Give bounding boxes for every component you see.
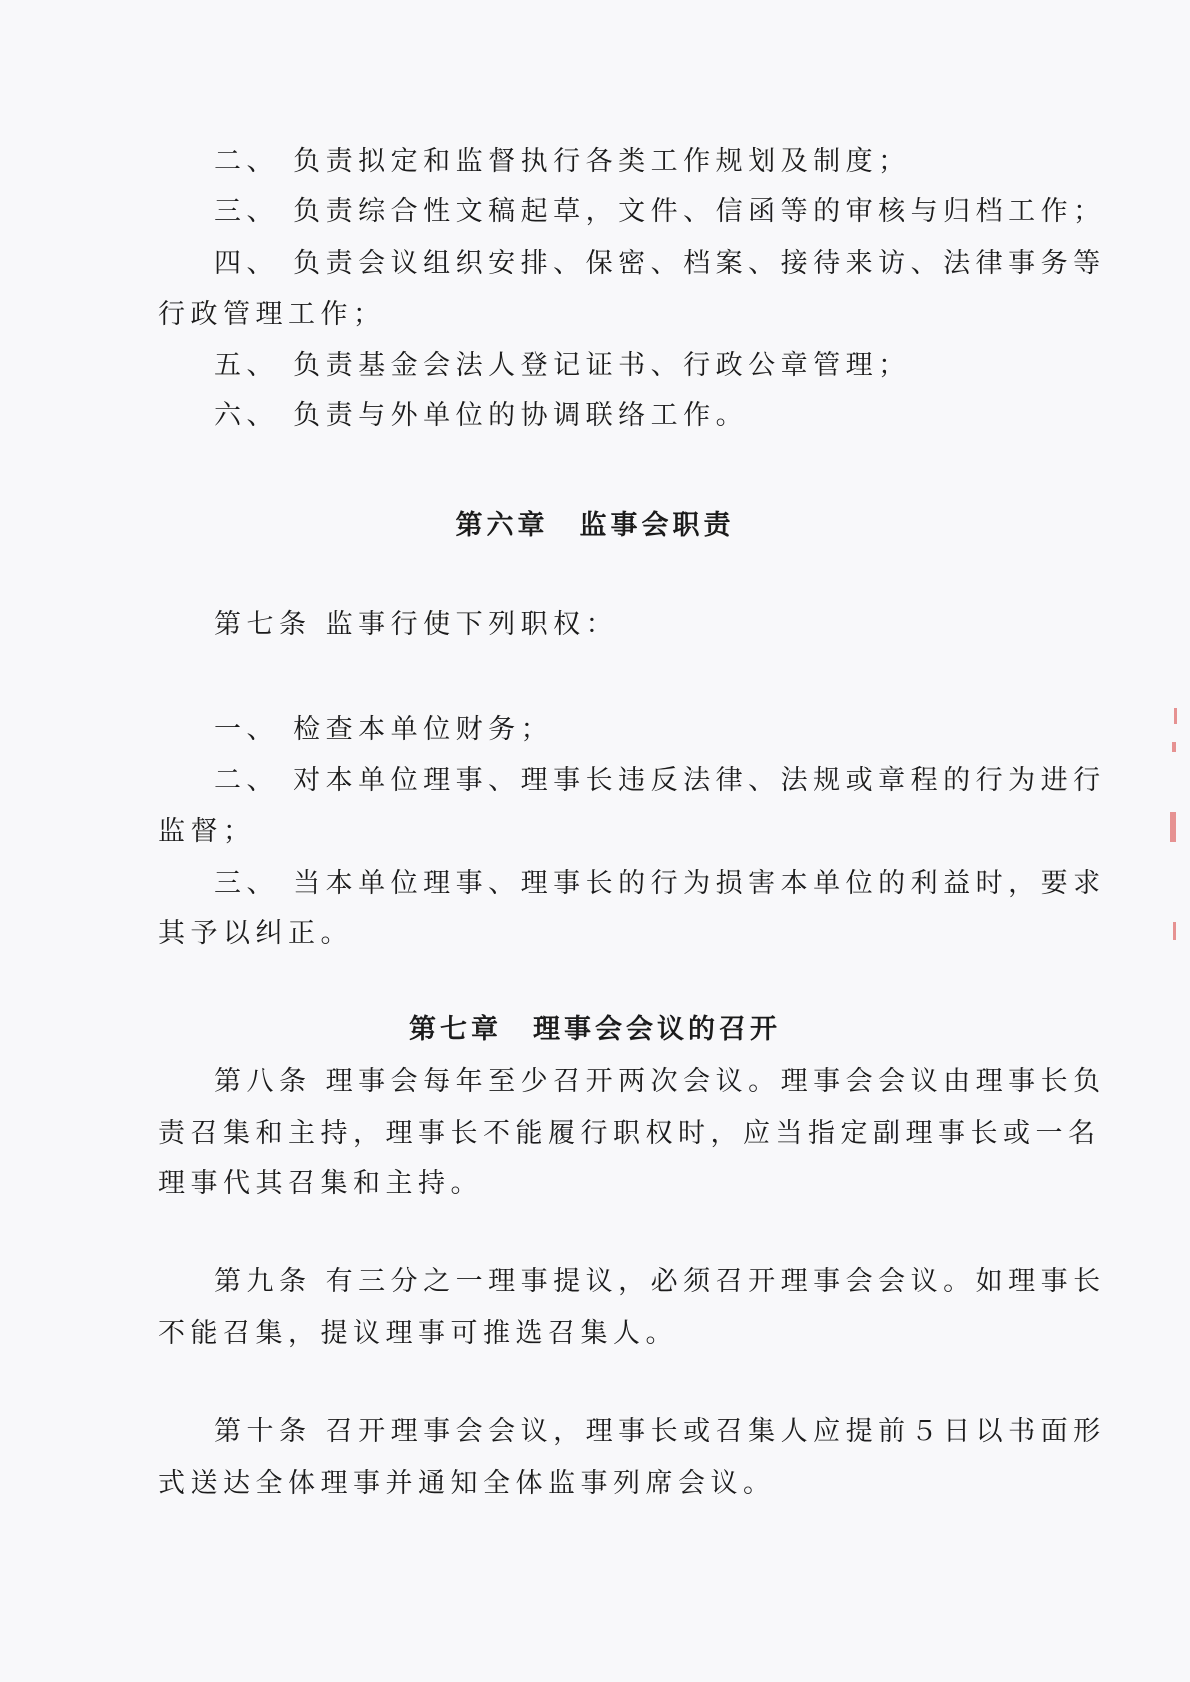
article-line: 责召集和主持，理事长不能履行职权时，应当指定副理事长或一名 (158, 1118, 1101, 1149)
article-line: 第九条 有三分之一理事提议，必须召开理事会会议。如理事长 (214, 1266, 1106, 1297)
article-line: 第八条 理事会每年至少召开两次会议。理事会会议由理事长负 (214, 1066, 1106, 1097)
clause-line: 监督； (158, 816, 256, 847)
chapter-heading: 第七章 理事会会议的召开 (409, 1014, 781, 1045)
stamp-bleed-mark (1173, 922, 1176, 940)
article-line: 式送达全体理事并通知全体监事列席会议。 (158, 1468, 776, 1499)
article-line: 理事代其召集和主持。 (158, 1168, 483, 1199)
clause-line: 三、 负责综合性文稿起草，文件、信函等的审核与归档工作； (214, 196, 1106, 227)
clause-line: 一、 检查本单位财务； (214, 714, 554, 745)
clause-line: 二、 负责拟定和监督执行各类工作规划及制度； (214, 146, 911, 177)
article-line: 第七条 监事行使下列职权： (214, 609, 619, 640)
clause-line: 行政管理工作； (158, 299, 386, 330)
clause-line: 其予以纠正。 (158, 918, 353, 949)
chapter-heading: 第六章 监事会职责 (455, 510, 735, 541)
article-line: 第十条 召开理事会会议，理事长或召集人应提前５日以书面形 (214, 1416, 1106, 1447)
stamp-bleed-mark (1170, 812, 1176, 842)
clause-line: 六、 负责与外单位的协调联络工作。 (214, 400, 749, 431)
stamp-bleed-mark (1174, 708, 1177, 724)
clause-line: 五、 负责基金会法人登记证书、行政公章管理； (214, 350, 911, 381)
clause-line: 三、 当本单位理事、理事长的行为损害本单位的利益时，要求 (214, 868, 1106, 899)
clause-line: 二、 对本单位理事、理事长违反法律、法规或章程的行为进行 (214, 765, 1106, 796)
clause-line: 四、 负责会议组织安排、保密、档案、接待来访、法律事务等 (214, 248, 1106, 279)
article-line: 不能召集，提议理事可推选召集人。 (158, 1318, 678, 1349)
stamp-bleed-mark (1172, 742, 1176, 752)
